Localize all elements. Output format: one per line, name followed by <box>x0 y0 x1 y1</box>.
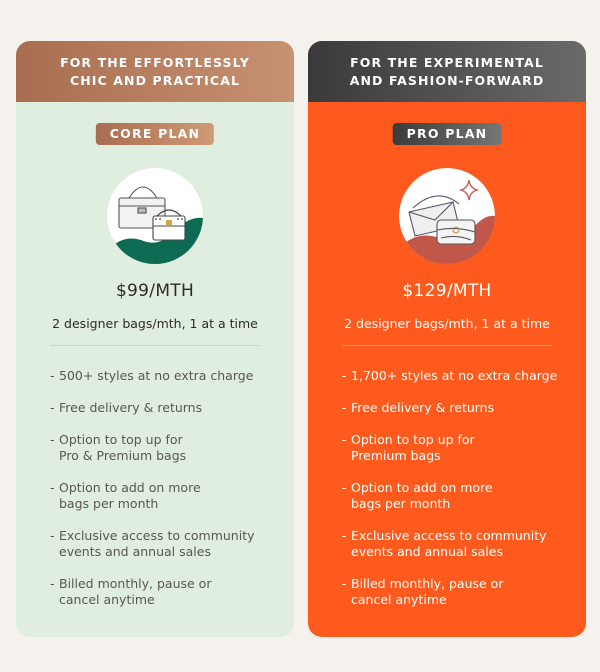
feature-item: - Free delivery & returns <box>342 400 495 415</box>
feature-item: - Option to top up for Premium bags <box>342 432 475 463</box>
feature-item: - Free delivery & returns <box>50 400 203 415</box>
core-plan-allowance: 2 designer bags/mth, 1 at a time <box>52 316 258 331</box>
feature-item: - Exclusive access to community events and annual sales <box>50 528 255 559</box>
pro-plan-card[interactable] <box>308 41 586 637</box>
feature-item: - Option to add on more bags per month <box>50 480 201 511</box>
core-plan-tagline: FOR THE EFFORTLESSLY CHIC AND PRACTICAL <box>16 41 294 102</box>
core-plan-badge: CORE PLAN <box>96 123 214 145</box>
handbag-illustration <box>107 168 203 264</box>
divider <box>342 345 552 346</box>
feature-item: - Option to top up for Pro & Premium bags <box>50 432 187 463</box>
pro-plan-price: $129/MTH <box>402 281 492 301</box>
feature-item: - Exclusive access to community events and annual sales <box>342 528 547 559</box>
feature-item: - 1,700+ styles at no extra charge <box>342 368 558 383</box>
shoulder-bag-illustration <box>399 168 495 264</box>
pro-plan-badge: PRO PLAN <box>393 123 502 145</box>
core-plan-card[interactable] <box>16 41 294 637</box>
feature-item: - Option to add on more bags per month <box>342 480 493 511</box>
feature-item: - Billed monthly, pause or cancel anytime <box>342 576 504 607</box>
divider <box>50 345 260 346</box>
feature-item: - Billed monthly, pause or cancel anytime <box>50 576 212 607</box>
pro-plan-allowance: 2 designer bags/mth, 1 at a time <box>344 316 550 331</box>
core-plan-features <box>50 368 280 624</box>
core-plan-price: $99/MTH <box>115 281 195 301</box>
pro-plan-features <box>342 368 572 624</box>
feature-item: - 500+ styles at no extra charge <box>50 368 254 383</box>
pro-plan-tagline: FOR THE EXPERIMENTAL AND FASHION-FORWARD <box>308 41 586 102</box>
